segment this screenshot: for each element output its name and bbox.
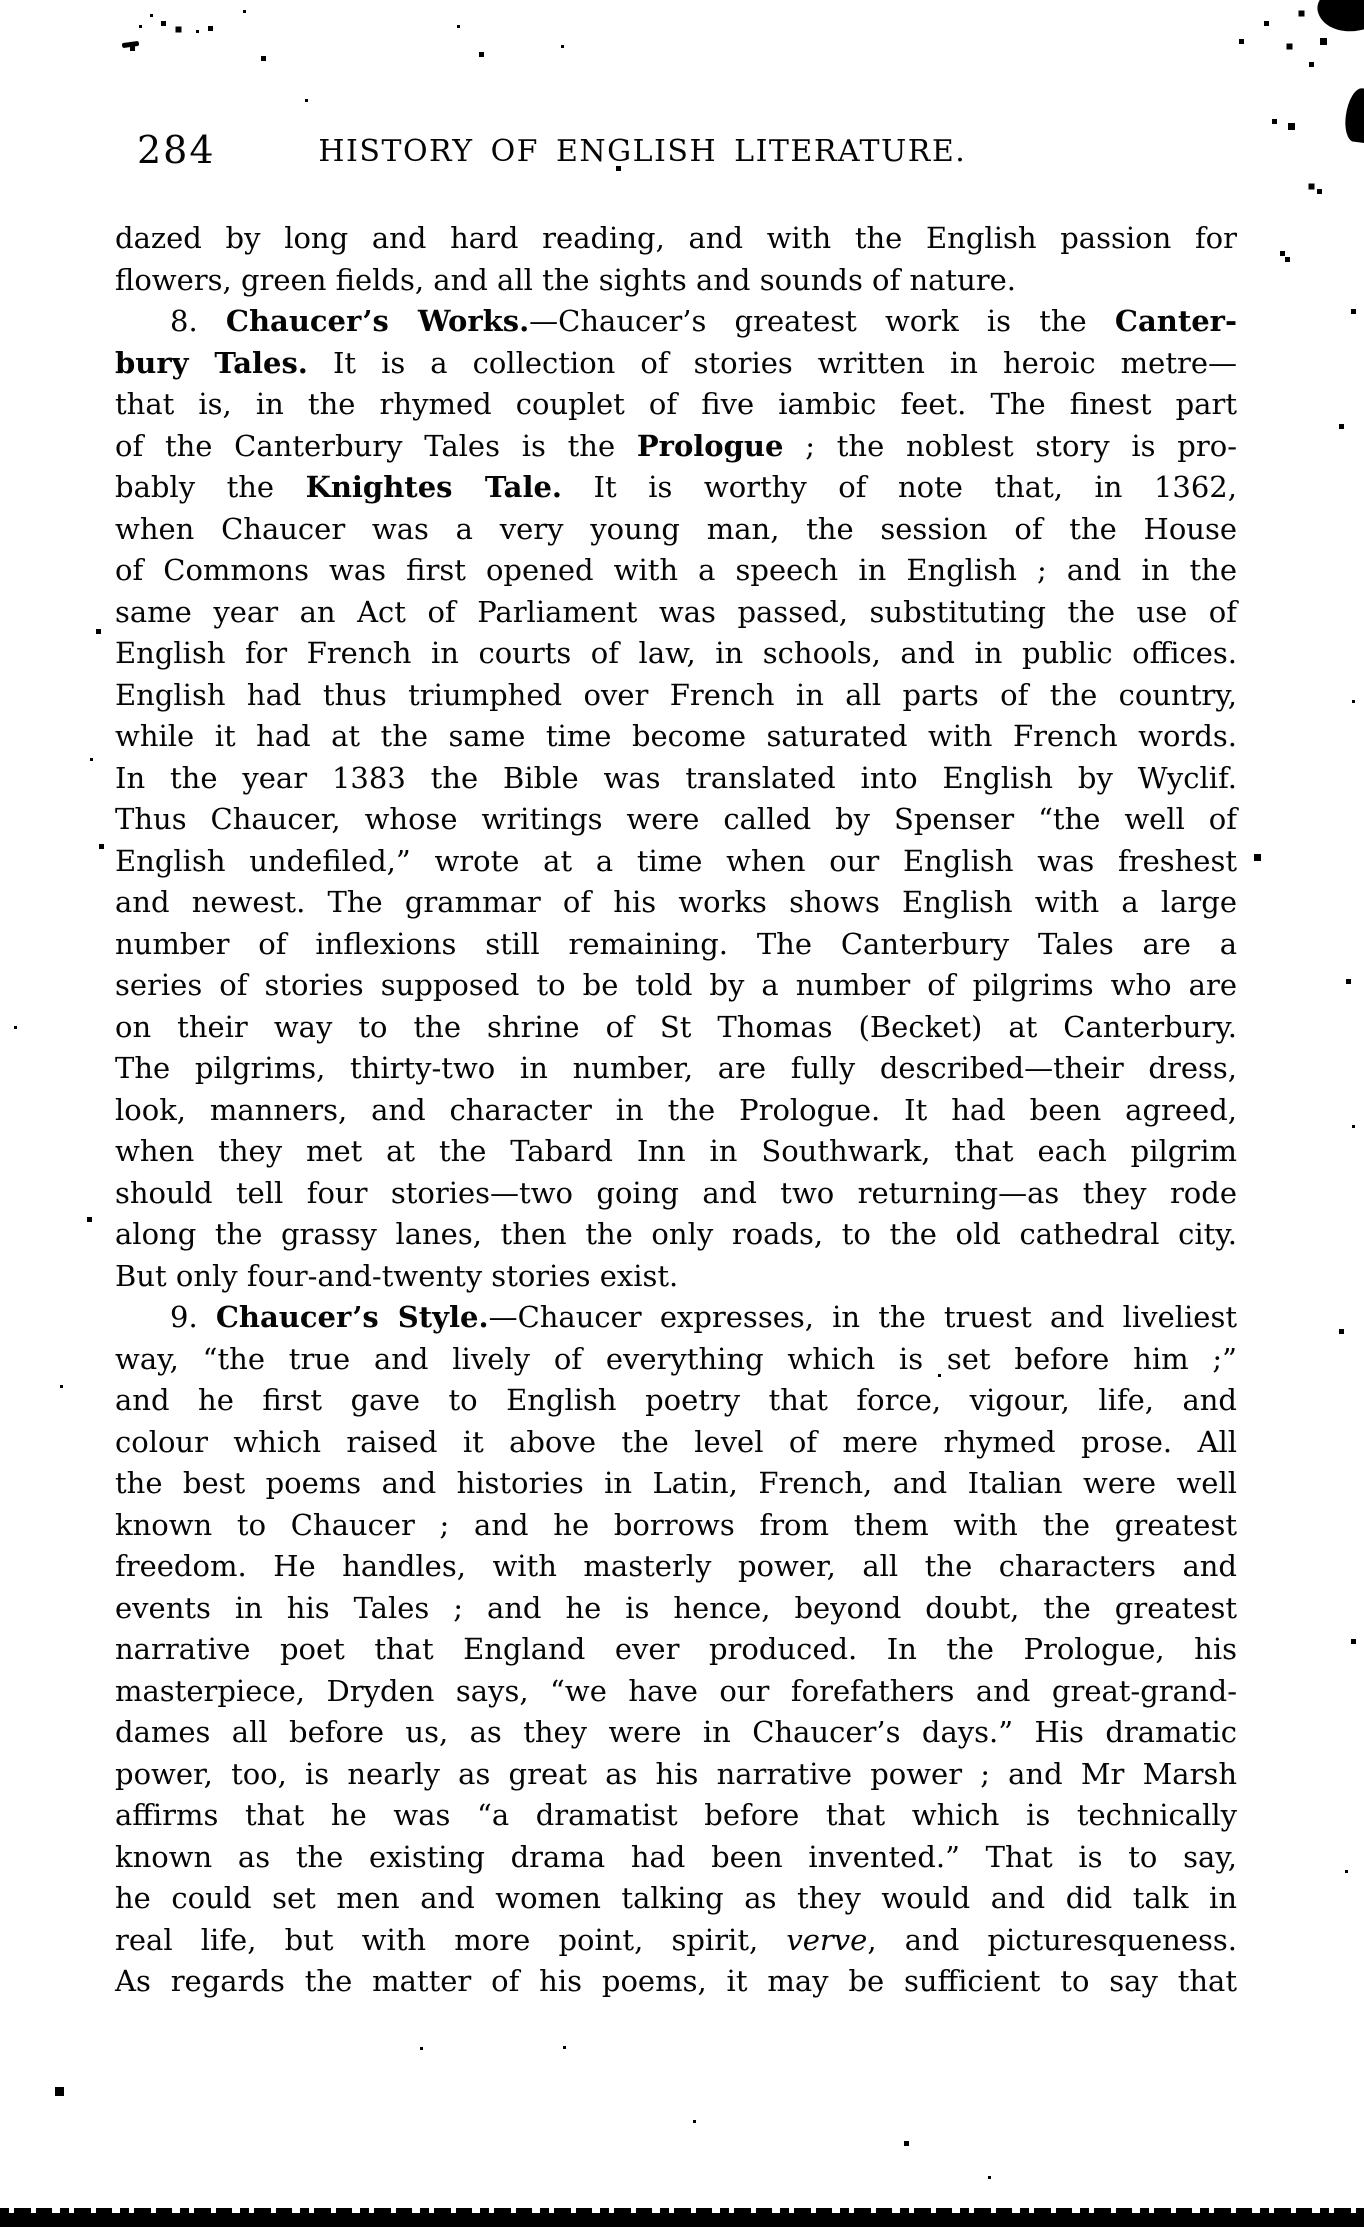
scan-dash-mark: [122, 41, 140, 48]
body-text: ; the noblest story is pro-: [783, 428, 1237, 463]
body-text: affirms that he was “a dramatist before that which is technically: [115, 1798, 1237, 1832]
text-line: [115, 1920, 1237, 1962]
text-line: [115, 1007, 1237, 1049]
text-line: [115, 301, 1237, 343]
text-line: [115, 1048, 1237, 1090]
body-text: bably the: [115, 470, 306, 504]
body-text: In the year 1383 the Bible was translated into English by Wyclif.: [115, 760, 1237, 795]
body-text: The pilgrims, thirty-two in number, are fully described—their dress,: [115, 1051, 1237, 1085]
text-line: [115, 1878, 1237, 1920]
text-line: [115, 1422, 1237, 1464]
body-text: events in his Tales ; and he is hence, beyond doubt, the greatest: [115, 1590, 1237, 1625]
bold-text: bury Tales.: [115, 345, 308, 380]
body-text: narrative poet that England ever produced. In the Prologue, his: [115, 1632, 1237, 1666]
body-text: and he first gave to English poetry that force, vigour, life, and: [115, 1383, 1237, 1417]
body-text: while it had at the same time become saturated with French words.: [115, 719, 1237, 753]
text-line: [115, 343, 1237, 385]
text-line: [115, 1090, 1237, 1132]
body-text: known to Chaucer ; and he borrows from them with the greatest: [115, 1507, 1237, 1542]
text-line: [115, 550, 1237, 592]
text-line: [115, 965, 1237, 1007]
page-body-lines: [115, 218, 1237, 2003]
scan-edge-blob: [1343, 87, 1364, 144]
text-line: [115, 1795, 1237, 1837]
body-text: same year an Act of Parliament was passed, substituting the use of: [115, 594, 1237, 629]
bold-text: Knightes Tale.: [305, 470, 563, 504]
body-text: should tell four stories—two going and two returning—as they rode: [115, 1175, 1237, 1210]
body-text: 8.: [170, 304, 226, 338]
bold-text: Canter-: [1114, 304, 1237, 338]
body-text: when they met at the Tabard Inn in Southwark, that each pilgrim: [115, 1134, 1237, 1168]
bold-text: Chaucer’s Works.: [225, 304, 530, 338]
text-line: [115, 509, 1237, 551]
text-line: [115, 841, 1237, 883]
body-text: the best poems and histories in Latin, French, and Italian were well: [115, 1466, 1237, 1500]
text-line: [115, 1256, 1237, 1298]
body-text: —Chaucer expresses, in the truest and liveliest: [488, 1300, 1237, 1334]
body-text: flowers, green fields, and all the sights and sounds of nature.: [115, 262, 1017, 297]
body-text: real life, but with more point, spirit,: [115, 1922, 787, 1957]
text-line: [115, 426, 1237, 468]
page-number: 284: [137, 128, 216, 172]
text-line: [115, 716, 1237, 758]
body-text: As regards the matter of his poems, it may be sufficient to say that: [115, 1964, 1237, 1998]
body-text: English had thus triumphed over French in all parts of the country,: [115, 677, 1237, 712]
body-text: that is, in the rhymed couplet of five iambic feet. The finest part: [115, 387, 1237, 421]
body-text: dames all before us, as they were in Chaucer’s days.” His dramatic: [115, 1715, 1237, 1749]
text-line: [115, 218, 1237, 260]
text-line: [115, 1131, 1237, 1173]
body-text: colour which raised it above the level of mere rhymed prose. All: [115, 1424, 1237, 1459]
body-text: along the grassy lanes, then the only roads, to the old cathedral city.: [115, 1217, 1237, 1251]
body-text: on their way to the shrine of St Thomas (Becket) at Canterbury.: [115, 1009, 1237, 1044]
body-text: But only four-and-twenty stories exist.: [115, 1258, 679, 1293]
text-line: [115, 882, 1237, 924]
body-text: known as the existing drama had been invented.” That is to say,: [115, 1839, 1237, 1874]
text-line: [115, 1214, 1237, 1256]
text-line: [115, 384, 1237, 426]
running-title: HISTORY OF ENGLISH LITERATURE.: [318, 134, 967, 169]
body-text: English undefiled,” wrote at a time when our English was freshest: [115, 843, 1237, 878]
body-text: series of stories supposed to be told by a number of pilgrims who are: [115, 968, 1237, 1002]
body-text: It is worthy of note that, in 1362,: [562, 470, 1237, 504]
text-line: [115, 1961, 1237, 2003]
text-line: [115, 1463, 1237, 1505]
text-line: [115, 675, 1237, 717]
text-line: [115, 592, 1237, 634]
text-line: [115, 1712, 1237, 1754]
text-line: [115, 1588, 1237, 1630]
body-text: masterpiece, Dryden says, “we have our forefathers and great-grand-: [115, 1673, 1237, 1708]
text-line: [115, 924, 1237, 966]
text-line: [115, 1339, 1237, 1381]
text-line: [115, 799, 1237, 841]
italic-text: verve: [786, 1922, 868, 1957]
text-line: [115, 1380, 1237, 1422]
body-text: when Chaucer was a very young man, the session of the House: [115, 511, 1237, 546]
text-line: [115, 1629, 1237, 1671]
body-text: It is a collection of stories written in heroic metre—: [307, 345, 1237, 380]
bold-text: Prologue: [636, 428, 784, 463]
body-text: , and picturesqueness.: [867, 1922, 1237, 1957]
body-text: way, “the true and lively of everything which is set before him ;”: [115, 1341, 1237, 1376]
scan-edge-shadow: [0, 2213, 1364, 2227]
body-text: freedom. He handles, with masterly power, all the characters and: [115, 1549, 1237, 1583]
scan-noise-specks: [0, 0, 3, 3]
body-text: power, too, is nearly as great as his narrative power ; and Mr Marsh: [115, 1756, 1237, 1791]
body-text: 9.: [170, 1300, 216, 1334]
text-line: [115, 467, 1237, 509]
body-text: —Chaucer’s greatest work is the: [529, 304, 1115, 338]
text-line: [115, 1505, 1237, 1547]
text-line: [115, 758, 1237, 800]
body-text: of Commons was first opened with a speech in English ; and in the: [115, 553, 1237, 587]
body-text: look, manners, and character in the Prologue. It had been agreed,: [115, 1092, 1237, 1127]
text-line: [115, 1671, 1237, 1713]
text-line: [115, 260, 1237, 302]
page-header: [115, 130, 1237, 178]
text-line: [115, 1546, 1237, 1588]
body-text: English for French in courts of law, in schools, and in public offices.: [115, 636, 1237, 670]
body-text: number of inflexions still remaining. The Canterbury Tales are a: [115, 926, 1237, 961]
body-text: of the Canterbury Tales is the: [115, 428, 637, 463]
body-text: he could set men and women talking as they would and did talk in: [115, 1881, 1237, 1915]
text-line: [115, 1754, 1237, 1796]
body-text: Thus Chaucer, whose writings were called by Spenser “the well of: [115, 802, 1237, 836]
scan-corner-blob: [1314, 0, 1364, 38]
text-line: [115, 633, 1237, 675]
text-line: [115, 1837, 1237, 1879]
text-line: [115, 1297, 1237, 1339]
bold-text: Chaucer’s Style.: [215, 1300, 489, 1334]
body-text: and newest. The grammar of his works shows English with a large: [115, 885, 1237, 919]
text-line: [115, 1173, 1237, 1215]
body-text: dazed by long and hard reading, and with the English passion for: [115, 221, 1237, 255]
